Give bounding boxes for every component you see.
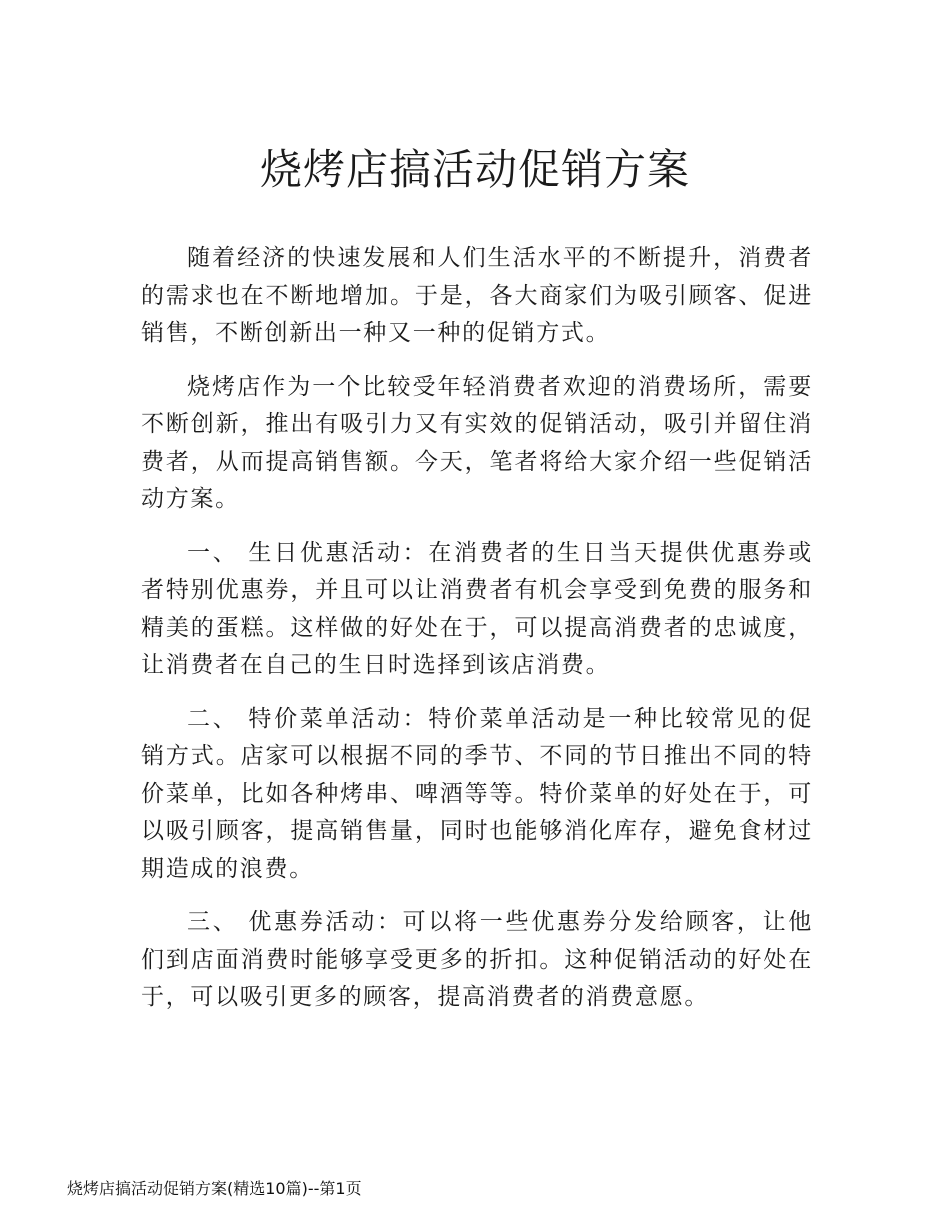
paragraph-special-menu: 二、 特价菜单活动：特价菜单活动是一种比较常见的促销方式。店家可以根据不同的季节、不同的节日推出不同的特价菜单，比如各种烤串、啤酒等等。特价菜单的好处在于，可以吸引顾客，提高销售量，同时也能够消化库存，避免食材过期造成的浪费。: [141, 705, 813, 882]
document-body: [141, 240, 813, 1033]
paragraph-birthday-promo: 一、 生日优惠活动：在消费者的生日当天提供优惠券或者特别优惠券，并且可以让消费者有机会享受到免费的服务和精美的蛋糕。这样做的好处在于，可以提高消费者的忠诚度，让消费者在自己的生日时选择到该店消费。: [141, 539, 813, 678]
paragraph-coupon: 三、 优惠券活动：可以将一些优惠券分发给顾客，让他们到店面消费时能够享受更多的折扣。这种促销活动的好处在于，可以吸引更多的顾客，提高消费者的消费意愿。: [141, 909, 813, 1010]
paragraph-intro: 随着经济的快速发展和人们生活水平的不断提升，消费者的需求也在不断地增加。于是，各大商家们为吸引顾客、促进销售，不断创新出一种又一种的促销方式。: [141, 245, 813, 346]
page-footer: 烧烤店搞活动促销方案(精选10篇)--第1页: [67, 1179, 362, 1198]
paragraph-overview: 烧烤店作为一个比较受年轻消费者欢迎的消费场所，需要不断创新，推出有吸引力又有实效的促销活动，吸引并留住消费者，从而提高销售额。今天，笔者将给大家介绍一些促销活动方案。: [141, 373, 813, 512]
page-title: 烧烤店搞活动促销方案: [259, 145, 690, 194]
